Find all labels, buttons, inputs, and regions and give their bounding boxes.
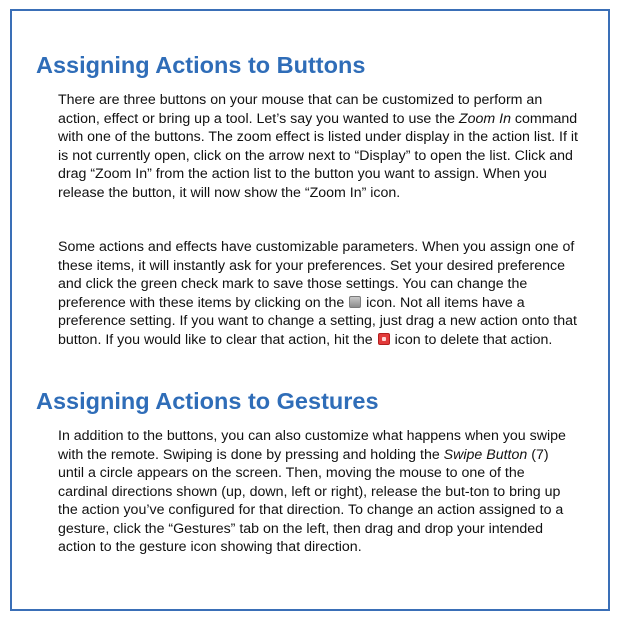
emphasis-zoom-in: Zoom In [458,110,511,127]
text-run: There are three buttons on your mouse that can be customized to perform an action, effect or bring up a tool. Let’s say you wanted to use the [58,92,543,127]
preference-settings-icon [349,296,361,308]
emphasis-swipe-button: Swipe Button [443,446,528,463]
clear-action-icon [378,333,390,345]
section-buttons [36,51,576,79]
text-run: Some actions and effects have customizable parameters. When you assign one of these items, it will instantly ask for your preferences. Set your desired preference and click the green check mark to save those settings. You can change the preference with these items by clicking on the [58,239,575,311]
paragraph-buttons-intro [58,91,578,202]
section-gestures [36,387,576,415]
text-run: In addition to the buttons, you can also customize what happens when you swipe with the remote. Swiping is done by pressing and holding the [58,428,566,463]
paragraph-gestures [58,427,578,557]
paragraph-buttons-parameters [58,238,578,349]
text-run: (7) until a circle appears on the screen. Then, moving the mouse to one of the cardinal directions shown (up, down, left or right), release the but-ton to bring up the action you’ve configured for that direction. To change an action assigned to a gesture, click the “Gestures” tab on the left, then drag and drop your intended action to the gesture icon showing that direction. [58,446,564,555]
text-run: command with one of the buttons. The zoom effect is listed under display in the action list. If it is not currently open, click on the arrow next to “Display” to open the list. Click and drag “Zoom In” from the action list to the button you want to assign. When you release the button, it will now show the “Zoom In” icon. [58,110,578,201]
heading-assigning-gestures: Assigning Actions to Gestures [36,388,379,414]
heading-assigning-buttons: Assigning Actions to Buttons [36,52,366,78]
text-run: icon to delete that action. [390,331,553,348]
text-run: icon. Not all items have a preference setting. If you want to change a setting, just drag a new action onto that button. If you would like to clear that action, hit the [58,294,577,348]
